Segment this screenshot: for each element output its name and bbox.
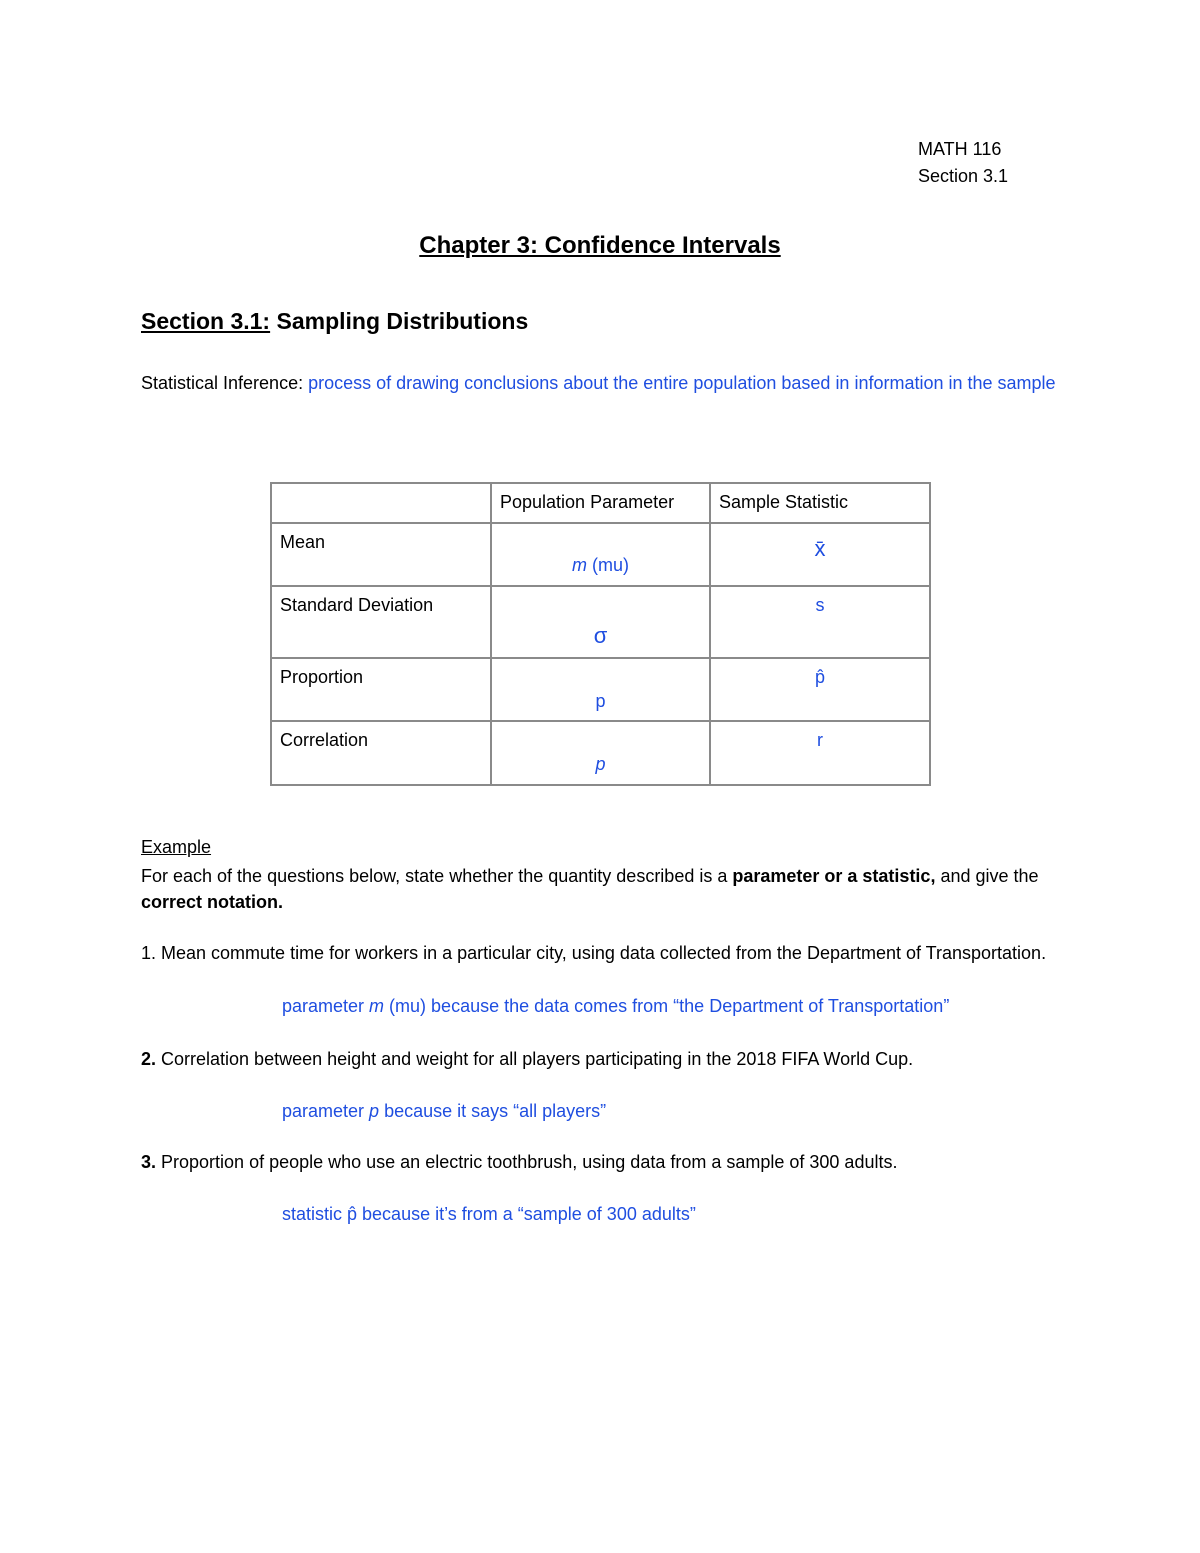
question-number: 3.	[141, 1152, 157, 1172]
table-row	[271, 586, 930, 658]
statistic-cell	[710, 721, 930, 785]
question-number: 2.	[141, 1049, 157, 1069]
row-label-cell	[271, 586, 491, 658]
header-population-parameter: Population Parameter	[500, 492, 675, 512]
section-name: Sampling Distributions	[270, 308, 529, 334]
question-number: 1.	[141, 943, 157, 963]
parameter-cell	[491, 721, 710, 785]
row-label-cell	[271, 721, 491, 785]
parameter-value: m (mu)	[572, 555, 629, 575]
table-header-cell	[710, 483, 930, 523]
table-row	[271, 523, 930, 586]
statistic-value: x̄	[814, 536, 826, 561]
question-text: Mean commute time for workers in a particular city, using data collected from the Department of Transportation.	[156, 943, 1047, 963]
table-row	[271, 721, 930, 785]
parameter-cell	[491, 658, 710, 721]
row-label: Proportion	[280, 667, 364, 687]
question-3	[141, 1152, 897, 1173]
header-sample-statistic: Sample Statistic	[719, 492, 849, 512]
section-number: Section 3.1:	[141, 308, 271, 334]
statistical-inference-definition	[141, 370, 1081, 397]
inference-definition: process of drawing conclusions about the entire population based in information in the sample	[308, 373, 1056, 393]
parameter-cell	[491, 523, 710, 586]
parameter-cell	[491, 586, 710, 658]
row-label: Standard Deviation	[280, 595, 434, 615]
chapter-title: Chapter 3: Confidence Intervals	[419, 232, 781, 259]
question-2	[141, 1049, 913, 1070]
parameter-value: σ	[593, 623, 608, 648]
table-header-cell	[271, 483, 491, 523]
table-header-row	[271, 483, 930, 523]
answer-symbol: m	[369, 996, 385, 1016]
answer-1: parameter m (mu) because the data comes from “the Department of Transportation”	[282, 996, 950, 1016]
answer-2: parameter p because it says “all players”	[282, 1101, 607, 1121]
inference-term: Statistical Inference:	[141, 373, 309, 393]
question-text: Proportion of people who use an electric toothbrush, using data from a sample of 300 adults.	[156, 1152, 898, 1172]
statistic-cell	[710, 523, 930, 586]
statistic-value: s	[815, 595, 825, 615]
table-header-cell	[491, 483, 710, 523]
answer-symbol: p	[369, 1101, 380, 1121]
statistic-value: r	[817, 730, 823, 750]
parameter-value: p	[595, 691, 606, 711]
question-text: Correlation between height and weight for all players participating in the 2018 FIFA World Cup.	[156, 1049, 914, 1069]
example-label: Example	[141, 837, 212, 857]
section-label: Section 3.1	[918, 166, 1009, 186]
notation-table	[270, 482, 931, 786]
table-row	[271, 658, 930, 721]
row-label-cell	[271, 658, 491, 721]
example-instructions: For each of the questions below, state whether the quantity described is a parameter or a statistic, and give the correct notation.	[141, 866, 1039, 912]
row-label: Mean	[280, 532, 326, 552]
statistic-cell	[710, 586, 930, 658]
answer-3: statistic p̂ because it’s from a “sample of 300 adults”	[282, 1204, 696, 1224]
statistic-cell	[710, 658, 930, 721]
section-heading	[141, 308, 528, 335]
question-1	[141, 940, 1081, 967]
row-label-cell	[271, 523, 491, 586]
parameter-value: p	[595, 754, 606, 774]
row-label: Correlation	[280, 730, 369, 750]
course-label: MATH 116	[918, 139, 1002, 159]
answer-symbol: p̂	[347, 1204, 358, 1224]
statistic-value: p̂	[814, 667, 825, 687]
